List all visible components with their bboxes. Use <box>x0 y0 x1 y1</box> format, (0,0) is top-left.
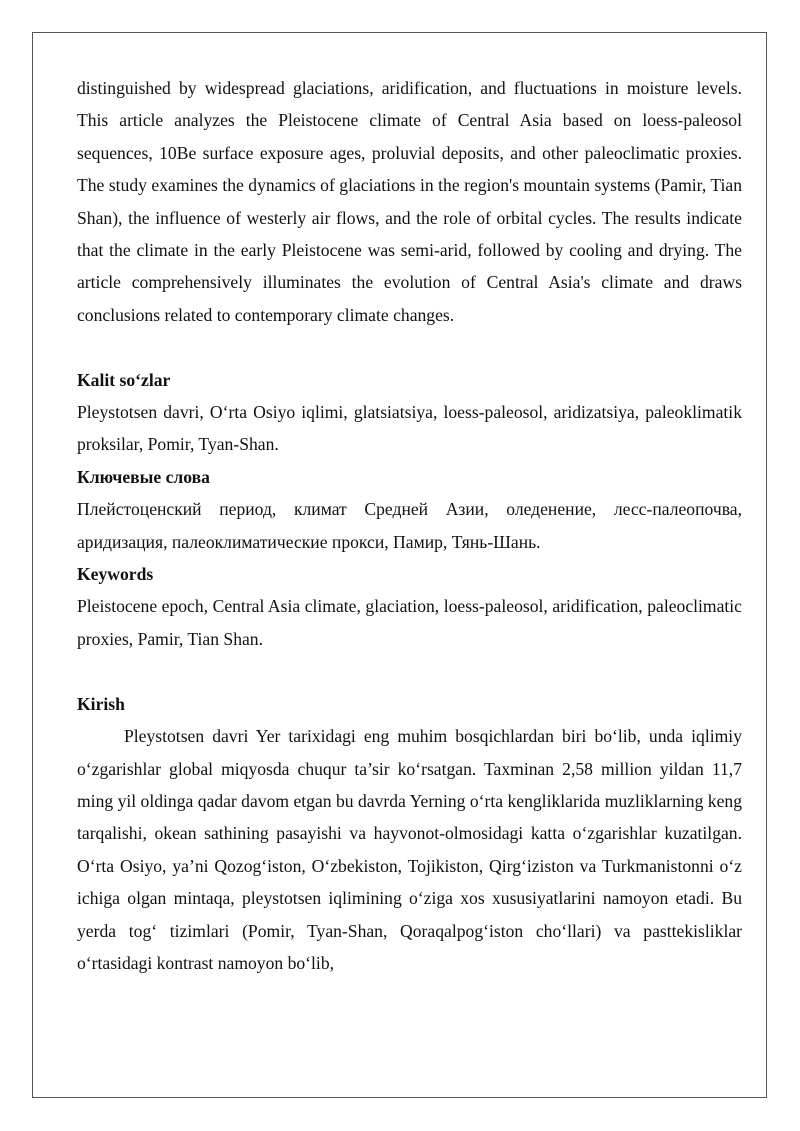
keywords-ru-heading: Ключевые слова <box>77 466 210 487</box>
document-body <box>77 72 742 979</box>
abstract-paragraph: distinguished by widespread glaciations, aridification, and fluctuations in moisture levels. This article analyzes the Pleistocene climate of Central Asia based on loess-paleosol sequences, 10Be surface exposure ages, proluvial deposits, and other paleoclimatic proxies. The study examines the dynamics of glaciations in the region's mountain systems (Pamir, Tian Shan), the influence of westerly air flows, and the role of orbital cycles. The results indicate that the climate in the early Pleistocene was semi-arid, followed by cooling and drying. The article comprehensively illuminates the evolution of Central Asia's climate and draws conclusions related to contemporary climate changes. <box>77 78 742 325</box>
keywords-en-text: Pleistocene epoch, Central Asia climate, glaciation, loess-paleosol, aridification, paleoclimatic proxies, Pamir, Tian Shan. <box>77 596 742 649</box>
introduction-paragraph: Pleystotsen davri Yer tarixidagi eng muhim bosqichlardan biri bo‘lib, unda iqlimiy o‘zgarishlar global miqyosda chuqur ta’sir ko‘rsatgan. Taxminan 2,58 million yildan 11,7 ming yil oldinga qadar davom etgan bu davrda Yerning o‘rta kengliklarida muzliklarning keng tarqalishi, okean sathining pasayishi va hayvonot-olmosidagi katta o‘zgarishlar kuzatilgan. O‘rta Osiyo, ya’ni Qozog‘iston, O‘zbekiston, Tojikiston, Qirg‘iziston va Turkmanistonni o‘z ichiga olgan mintaqa, pleystotsen iqlimining o‘ziga xos xususiyatlarini namoyon etadi. Bu yerda tog‘ tizimlari (Pomir, Tyan-Shan, Qoraqalpog‘iston cho‘llari) va pasttekisliklar o‘rtasidagi kontrast namoyon bo‘lib, <box>77 726 742 973</box>
keywords-uz-heading: Kalit so‘zlar <box>77 369 171 390</box>
keywords-uz-text: Pleystotsen davri, O‘rta Osiyo iqlimi, glatsiatsiya, loess-paleosol, aridizatsiya, paleoklimatik proksilar, Pomir, Tyan-Shan. <box>77 402 742 455</box>
spacer <box>77 655 742 687</box>
keywords-en-heading: Keywords <box>77 564 154 585</box>
keywords-ru-text: Плейстоценский период, климат Средней Азии, оледенение, лесс-палеопочва, аридизация, палеоклиматические прокси, Памир, Тянь-Шань. <box>77 499 742 552</box>
introduction-heading: Kirish <box>77 693 125 714</box>
spacer <box>77 331 742 363</box>
